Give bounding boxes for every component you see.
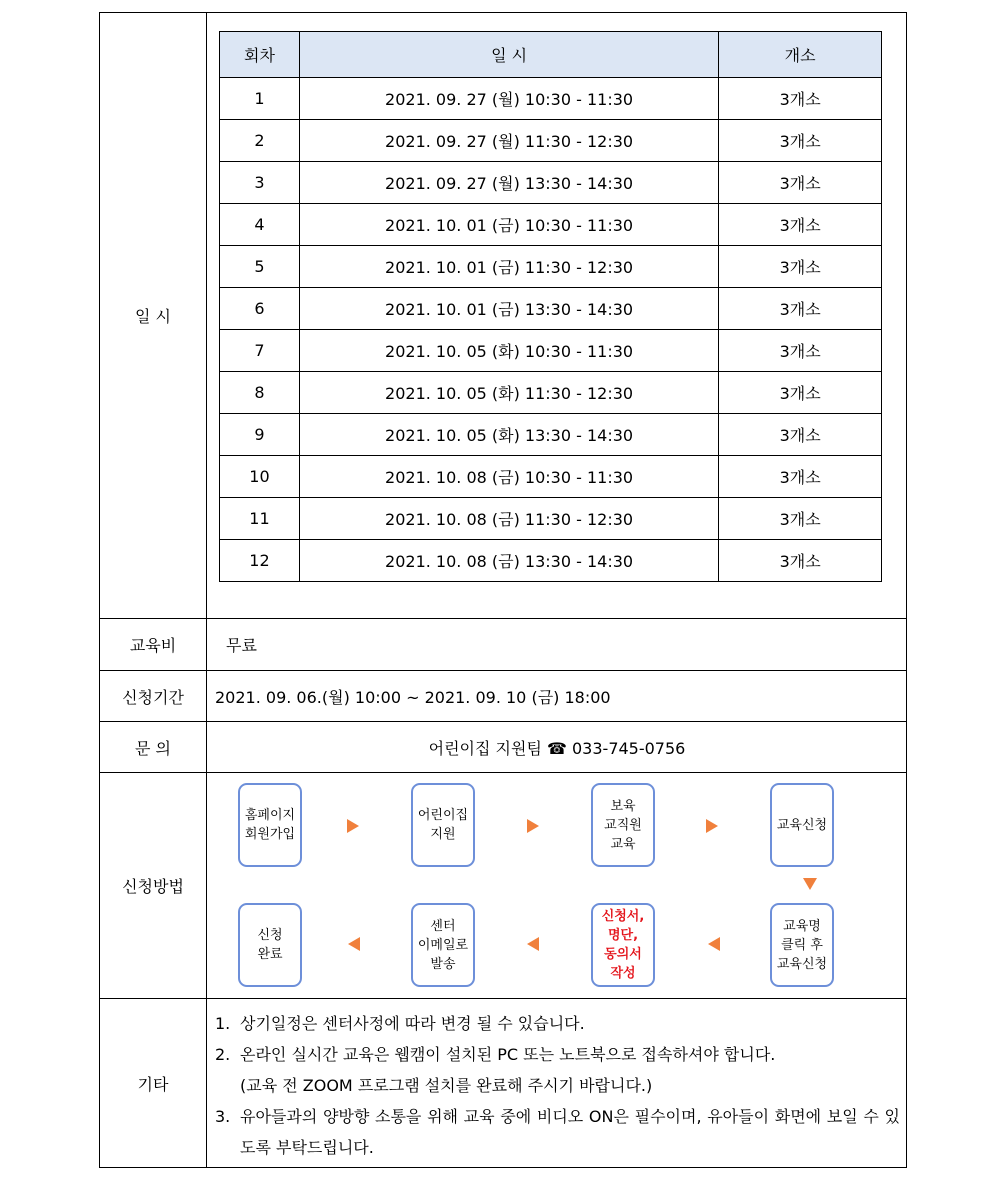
session-sites: 3개소 (719, 78, 882, 120)
session-datetime: 2021. 10. 01 (금) 11:30 - 12:30 (299, 246, 718, 288)
session-number: 4 (220, 204, 300, 246)
row-divider (99, 772, 907, 773)
label-column-divider (206, 12, 207, 1168)
session-number: 5 (220, 246, 300, 288)
table-row (220, 120, 882, 162)
session-datetime: 2021. 10. 05 (화) 10:30 - 11:30 (299, 330, 718, 372)
session-datetime: 2021. 09. 27 (월) 11:30 - 12:30 (299, 120, 718, 162)
header-session: 회차 (220, 32, 300, 78)
note-text: 상기일정은 센터사정에 따라 변경 될 수 있습니다. (240, 1014, 585, 1033)
arrow-right-icon (347, 819, 359, 833)
label-fee: 교육비 (129, 636, 177, 655)
session-datetime: 2021. 10. 01 (금) 10:30 - 11:30 (299, 204, 718, 246)
session-sites: 3개소 (719, 246, 882, 288)
note-number: 1. (215, 1014, 231, 1033)
arrow-right-icon (706, 819, 718, 833)
inquiry-value: 어린이집 지원팀 ☎ 033-745-0756 (428, 738, 686, 758)
session-datetime: 2021. 10. 05 (화) 13:30 - 14:30 (299, 414, 718, 456)
session-sites: 3개소 (719, 288, 882, 330)
table-row (220, 414, 882, 456)
table-row (220, 288, 882, 330)
list-item (215, 1039, 900, 1070)
session-sites: 3개소 (719, 540, 882, 582)
session-number: 9 (220, 414, 300, 456)
step-signup: 홈페이지 회원가입 (238, 783, 302, 867)
session-sites: 3개소 (719, 498, 882, 540)
table-row (220, 204, 882, 246)
session-sites: 3개소 (719, 414, 882, 456)
session-number: 10 (220, 456, 300, 498)
note-text: (교육 전 ZOOM 프로그램 설치를 완료해 주시기 바랍니다.) (240, 1076, 653, 1095)
session-number: 2 (220, 120, 300, 162)
step-complete: 신청 완료 (238, 903, 302, 987)
label-inquiry: 문 의 (135, 738, 171, 758)
session-number: 12 (220, 540, 300, 582)
table-row (220, 246, 882, 288)
session-number: 1 (220, 78, 300, 120)
label-period: 신청기간 (122, 687, 184, 707)
session-number: 6 (220, 288, 300, 330)
arrow-left-icon (708, 937, 720, 951)
session-number: 3 (220, 162, 300, 204)
step-apply-education: 교육신청 (770, 783, 834, 867)
session-datetime: 2021. 09. 27 (월) 13:30 - 14:30 (299, 162, 718, 204)
note-number: 3. (215, 1107, 231, 1126)
session-sites: 3개소 (719, 204, 882, 246)
notes-list (215, 1008, 900, 1163)
session-datetime: 2021. 09. 27 (월) 10:30 - 11:30 (299, 78, 718, 120)
arrow-left-icon (348, 937, 360, 951)
session-number: 7 (220, 330, 300, 372)
step-click-course: 교육명 클릭 후 교육신청 (770, 903, 834, 987)
session-number: 11 (220, 498, 300, 540)
period-value: 2021. 09. 06.(월) 10:00 ~ 2021. 09. 10 (금) 18:00 (215, 687, 611, 707)
session-datetime: 2021. 10. 08 (금) 13:30 - 14:30 (299, 540, 718, 582)
session-sites: 3개소 (719, 162, 882, 204)
session-datetime: 2021. 10. 08 (금) 11:30 - 12:30 (299, 498, 718, 540)
session-sites: 3개소 (719, 372, 882, 414)
label-etc: 기타 (137, 1074, 169, 1094)
session-sites: 3개소 (719, 120, 882, 162)
list-item (215, 1070, 900, 1101)
arrow-right-icon (527, 819, 539, 833)
session-datetime: 2021. 10. 08 (금) 10:30 - 11:30 (299, 456, 718, 498)
session-number: 8 (220, 372, 300, 414)
session-datetime: 2021. 10. 01 (금) 13:30 - 14:30 (299, 288, 718, 330)
table-row (220, 78, 882, 120)
note-number (215, 1070, 240, 1101)
table-row (220, 540, 882, 582)
session-sites: 3개소 (719, 330, 882, 372)
label-datetime: 일 시 (135, 306, 171, 326)
fee-value: 무료 (226, 636, 257, 655)
table-row (220, 330, 882, 372)
arrow-down-icon (803, 878, 817, 890)
note-number: 2. (215, 1045, 231, 1064)
step-staff-education: 보육 교직원 교육 (591, 783, 655, 867)
header-sites: 개소 (719, 32, 882, 78)
row-divider (99, 998, 907, 999)
schedule-header-row (220, 32, 882, 78)
step-write-forms: 신청서, 명단, 동의서 작성 (591, 903, 655, 987)
arrow-left-icon (527, 937, 539, 951)
step-email-center: 센터 이메일로 발송 (411, 903, 475, 987)
row-divider (99, 618, 907, 619)
session-datetime: 2021. 10. 05 (화) 11:30 - 12:30 (299, 372, 718, 414)
header-datetime: 일 시 (299, 32, 718, 78)
table-row (220, 498, 882, 540)
note-text: 온라인 실시간 교육은 웹캠이 설치된 PC 또는 노트북으로 접속하셔야 합니다. (240, 1045, 776, 1064)
schedule-table (219, 31, 882, 582)
list-item (215, 1008, 900, 1039)
label-method: 신청방법 (122, 877, 184, 896)
table-row (220, 372, 882, 414)
step-daycare-support: 어린이집 지원 (411, 783, 475, 867)
note-text: 유아들과의 양방향 소통을 위해 교육 중에 비디오 ON은 필수이며, 유아들이 화면에 보일 수 있도록 부탁드립니다. (240, 1107, 900, 1157)
list-item (215, 1101, 900, 1163)
table-row (220, 162, 882, 204)
session-sites: 3개소 (719, 456, 882, 498)
table-row (220, 456, 882, 498)
